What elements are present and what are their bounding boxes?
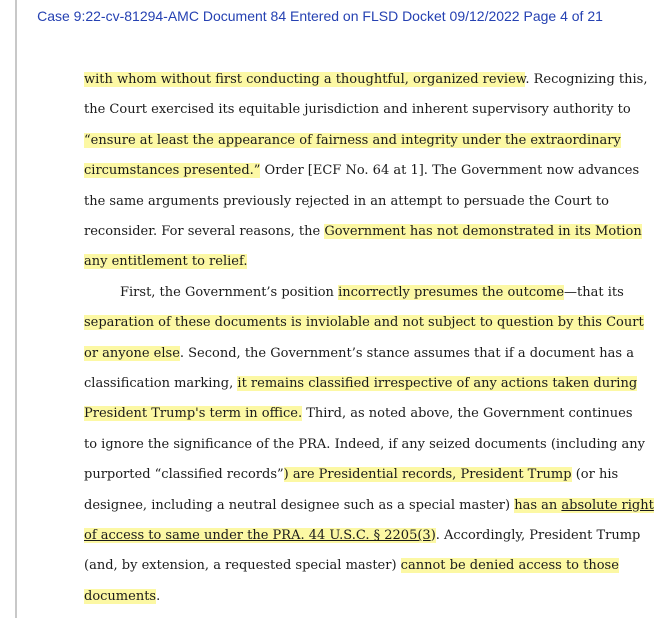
body-text: . Accordingly, President Trump (435, 528, 641, 543)
text-line (84, 100, 631, 120)
text-line (84, 496, 654, 516)
text-line (84, 283, 624, 303)
text-line (84, 252, 576, 272)
page-edge-rule (15, 0, 17, 618)
text-line (84, 131, 621, 151)
body-text: . Recognizing this, (525, 72, 648, 87)
body-text: the Court exercised its equitable jurisdiction and inherent supervisory authority to (84, 102, 631, 118)
body-text: (or his (571, 467, 619, 483)
body-text: First, the Government’s position (120, 284, 339, 300)
text-line (84, 161, 640, 181)
highlighted-text: it remains classified irrespective of any actions taken during (237, 376, 638, 391)
text-line (84, 404, 633, 424)
highlighted-text: ) (430, 528, 436, 543)
highlighted-text: absolute right (561, 497, 654, 513)
highlighted-text: has an (514, 497, 562, 513)
text-line (84, 222, 642, 242)
body-text: classification marking, (84, 376, 238, 391)
body-text: purported “classified records” (84, 467, 284, 483)
highlighted-text: cannot be denied access to those (400, 558, 619, 574)
body-text: . (156, 588, 161, 604)
highlighted-text: incorrectly presumes the outcome (338, 284, 565, 300)
body-text: designee, including a neutral designee such as a special master) (84, 497, 515, 513)
highlighted-text: “ensure at least the appearance of fairness and integrity under the extraordinary (84, 132, 621, 148)
text-line (84, 192, 609, 212)
highlighted-text: or anyone else (84, 345, 180, 361)
body-text: the same arguments previously rejected in an attempt to persuade the Court to (84, 193, 609, 209)
text-line (84, 587, 576, 607)
highlighted-text: separation of these documents is inviolable and not subject to question by this Court (84, 315, 644, 331)
highlighted-text: circumstances presented.” (84, 163, 261, 179)
body-text: Order [ECF No. 64 at 1]. The Government now advances (260, 163, 640, 179)
highlighted-text: of access to same under the PRA. 44 U.S.C. § 2205(3 (84, 528, 431, 543)
text-line (84, 526, 641, 546)
highlighted-text: ) are Presidential records, President Trump (283, 467, 572, 483)
text-line (84, 435, 645, 455)
text-line (84, 344, 634, 364)
body-text: (and, by extension, a requested special master) (84, 558, 401, 574)
highlighted-text: documents (84, 588, 157, 604)
text-line (84, 465, 619, 485)
highlighted-text: Government has not demonstrated in its Motion (324, 224, 642, 239)
body-text: reconsider. For several reasons, the (84, 224, 325, 239)
body-text: —that its (564, 284, 624, 300)
highlighted-text: any entitlement to relief. (84, 254, 248, 270)
body-text: to ignore the significance of the PRA. Indeed, if any seized documents (including any (84, 436, 645, 452)
highlighted-text: with whom without first conducting a thoughtful, organized review (84, 72, 526, 87)
text-line (84, 374, 638, 394)
docket-header: Case 9:22-cv-81294-AMC Document 84 Entered on FLSD Docket 09/12/2022 Page 4 of 21 (37, 8, 603, 24)
text-line (84, 70, 648, 90)
text-line (84, 313, 644, 333)
highlighted-text: President Trump's term in office. (84, 406, 303, 422)
body-text: Third, as noted above, the Government continues (302, 406, 633, 422)
text-line (84, 556, 619, 576)
body-text: . Second, the Government’s stance assumes that if a document has a (179, 345, 634, 361)
